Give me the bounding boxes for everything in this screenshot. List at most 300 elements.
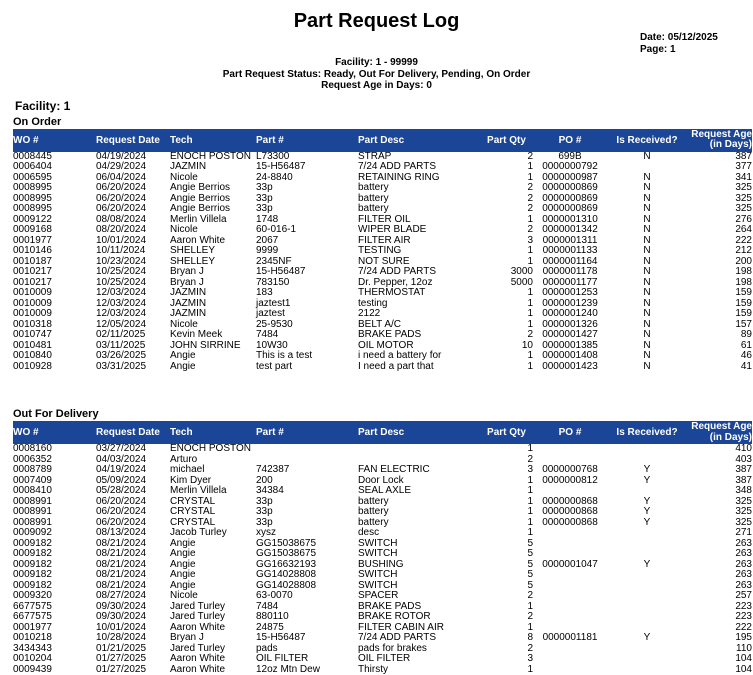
table-cell: 0008445 [13, 152, 96, 163]
table-cell: 10/25/2024 [96, 267, 170, 278]
table-cell: N [607, 204, 687, 215]
table-cell: Aaron White [170, 236, 256, 247]
table-cell: battery [358, 194, 480, 205]
table-cell: 2 [480, 152, 533, 163]
table-row [13, 246, 752, 257]
table-cell: 0000000869 [533, 194, 607, 205]
table-cell: 34384 [256, 486, 358, 497]
table-cell: 01/27/2025 [96, 665, 170, 675]
table-cell: 0009182 [13, 539, 96, 550]
table-cell [533, 612, 607, 623]
table-cell: Angie Berrios [170, 194, 256, 205]
table-cell: 10/28/2024 [96, 633, 170, 644]
table-cell: 0008789 [13, 465, 96, 476]
page-title: Part Request Log [0, 10, 753, 33]
table-cell: GG16632193 [256, 560, 358, 571]
table-cell: 10W30 [256, 341, 358, 352]
table-cell: 0009168 [13, 225, 96, 236]
table-cell [533, 528, 607, 539]
report-parameters [0, 57, 753, 92]
table-header-row [13, 129, 752, 152]
table-cell: NOT SURE [358, 257, 480, 268]
table-cell: 0009122 [13, 215, 96, 226]
table-cell: 10/11/2024 [96, 246, 170, 257]
table-cell: 10/25/2024 [96, 278, 170, 289]
table-cell: 5 [480, 581, 533, 592]
table-cell: 15-H56487 [256, 267, 358, 278]
table-cell [607, 591, 687, 602]
column-header: Request Age (in Days) [687, 129, 752, 152]
table-cell: 08/21/2024 [96, 581, 170, 592]
table-cell: N [607, 152, 687, 163]
table-cell [533, 444, 607, 455]
table-cell: 1 [480, 309, 533, 320]
table-cell: OIL MOTOR [358, 341, 480, 352]
table-cell: SWITCH [358, 539, 480, 550]
table-cell: N [607, 215, 687, 226]
column-header: Request Age (in Days) [687, 421, 752, 444]
table-cell: 1 [480, 528, 533, 539]
table-cell: jaztest1 [256, 299, 358, 310]
table-row [13, 183, 752, 194]
table-cell: 198 [687, 278, 752, 289]
table-cell: 0000001178 [533, 267, 607, 278]
table-cell: 24-8840 [256, 173, 358, 184]
table-cell: 08/20/2024 [96, 225, 170, 236]
table-cell: 5 [480, 560, 533, 571]
table-cell: SHELLEY [170, 257, 256, 268]
table-cell: 10/23/2024 [96, 257, 170, 268]
table-cell: GG14028808 [256, 570, 358, 581]
report-meta [640, 32, 718, 55]
table-cell: 3 [480, 236, 533, 247]
table-cell: i need a battery for [358, 351, 480, 362]
table-cell: N [607, 267, 687, 278]
table-cell: 0000000987 [533, 173, 607, 184]
table-cell: 0010928 [13, 362, 96, 373]
table-cell: Kevin Meek [170, 330, 256, 341]
table-cell: 0010217 [13, 267, 96, 278]
table-cell: 33p [256, 194, 358, 205]
table-cell: 0000000792 [533, 162, 607, 173]
table-cell: 03/11/2025 [96, 341, 170, 352]
table-cell: pads [256, 644, 358, 655]
table-cell: 0008160 [13, 444, 96, 455]
table-cell: Angie [170, 570, 256, 581]
table-cell [533, 581, 607, 592]
table-cell: 0000001423 [533, 362, 607, 373]
table-cell: 263 [687, 581, 752, 592]
table-cell: BRAKE PADS [358, 602, 480, 613]
table-cell: 0006595 [13, 173, 96, 184]
table-cell: 0000001181 [533, 633, 607, 644]
table-cell: 7484 [256, 602, 358, 613]
table-cell: 08/21/2024 [96, 560, 170, 571]
table-cell: 263 [687, 539, 752, 550]
table-cell: Y [607, 497, 687, 508]
table-row [13, 665, 752, 675]
table-cell: 12oz Mtn Dew [256, 665, 358, 675]
table-cell: 46 [687, 351, 752, 362]
table-cell [533, 486, 607, 497]
table-cell: jaztest [256, 309, 358, 320]
table-cell: 1 [480, 602, 533, 613]
table-cell: N [607, 288, 687, 299]
table-cell: 24875 [256, 623, 358, 634]
table-cell: 0009182 [13, 549, 96, 560]
table-cell: 0000000868 [533, 497, 607, 508]
table-cell: Y [607, 465, 687, 476]
table-cell [533, 570, 607, 581]
table-cell: 41 [687, 362, 752, 373]
section-title-out-for-delivery: Out For Delivery [13, 408, 753, 421]
table-cell: 15-H56487 [256, 633, 358, 644]
table-cell: 195 [687, 633, 752, 644]
table-cell: 3 [480, 654, 533, 665]
table-cell: 60-016-1 [256, 225, 358, 236]
table-cell: 783150 [256, 278, 358, 289]
table-cell: 1748 [256, 215, 358, 226]
table-cell: 159 [687, 309, 752, 320]
table-cell: 377 [687, 162, 752, 173]
table-cell: Angie [170, 539, 256, 550]
table-cell: 33p [256, 507, 358, 518]
table-cell: testing [358, 299, 480, 310]
table-cell: 0000001253 [533, 288, 607, 299]
table-cell: Aaron White [170, 665, 256, 675]
table-cell: L73300 [256, 152, 358, 163]
table-cell: 10/01/2024 [96, 236, 170, 247]
table-cell: 0009182 [13, 570, 96, 581]
table-cell: 1 [480, 351, 533, 362]
table-cell: ENOCH POSTON [170, 444, 256, 455]
table-cell: JAZMIN [170, 288, 256, 299]
table-cell: 0000001408 [533, 351, 607, 362]
column-header: Is Received? [607, 421, 687, 444]
table-cell: 387 [687, 465, 752, 476]
table-row [13, 654, 752, 665]
table-cell: 1 [480, 507, 533, 518]
table-cell: 263 [687, 560, 752, 571]
table-cell: 159 [687, 299, 752, 310]
table-cell: Bryan J [170, 633, 256, 644]
table-cell: 63-0070 [256, 591, 358, 602]
table-cell: 2 [480, 204, 533, 215]
table-cell: battery [358, 518, 480, 529]
out-for-delivery-section [13, 408, 753, 675]
table-cell [607, 612, 687, 623]
table-cell: Angie [170, 351, 256, 362]
table-row [13, 549, 752, 560]
table-cell: N [607, 246, 687, 257]
table-cell: 0000001427 [533, 330, 607, 341]
table-cell: 9999 [256, 246, 358, 257]
table-cell: 01/21/2025 [96, 644, 170, 655]
table-cell: 1 [480, 162, 533, 173]
request-age-parameter: Request Age in Days: 0 [0, 80, 753, 92]
table-cell: SEAL AXLE [358, 486, 480, 497]
table-cell [533, 654, 607, 665]
table-cell: 0001977 [13, 236, 96, 247]
table-cell: 12/03/2024 [96, 309, 170, 320]
table-cell: Angie Berrios [170, 183, 256, 194]
table-cell: OIL FILTER [358, 654, 480, 665]
table-cell: 5 [480, 570, 533, 581]
table-cell: 03/31/2025 [96, 362, 170, 373]
table-cell: GG15038675 [256, 549, 358, 560]
table-cell: This is a test [256, 351, 358, 362]
table-cell: 2 [480, 591, 533, 602]
table-cell: 8 [480, 633, 533, 644]
table-cell [607, 539, 687, 550]
table-cell: Y [607, 518, 687, 529]
table-cell: RETAINING RING [358, 173, 480, 184]
table-cell: 0000001239 [533, 299, 607, 310]
table-cell: N [607, 299, 687, 310]
table-row [13, 633, 752, 644]
table-cell: 61 [687, 341, 752, 352]
table-cell [607, 654, 687, 665]
table-cell: 0000000869 [533, 204, 607, 215]
table-cell: battery [358, 204, 480, 215]
facility-heading: Facility: 1 [15, 99, 753, 113]
table-cell: 0000000868 [533, 518, 607, 529]
table-cell: 06/20/2024 [96, 518, 170, 529]
table-cell: 0009320 [13, 591, 96, 602]
table-cell: N [607, 173, 687, 184]
table-cell: 1 [480, 476, 533, 487]
table-cell: 0000001240 [533, 309, 607, 320]
report-page-number: Page: 1 [640, 44, 718, 56]
table-cell: Merlin Villela [170, 486, 256, 497]
table-cell: 3 [480, 465, 533, 476]
table-cell: 0000001326 [533, 320, 607, 331]
table-cell: SWITCH [358, 581, 480, 592]
table-cell: 0010009 [13, 309, 96, 320]
table-cell: 0008410 [13, 486, 96, 497]
table-cell [533, 602, 607, 613]
table-cell: 341 [687, 173, 752, 184]
table-cell: JAZMIN [170, 299, 256, 310]
column-header: Is Received? [607, 129, 687, 152]
table-cell: 157 [687, 320, 752, 331]
table-cell [607, 570, 687, 581]
table-cell: test part [256, 362, 358, 373]
table-cell [607, 162, 687, 173]
table-cell: 325 [687, 183, 752, 194]
table-cell: FILTER CABIN AIR [358, 623, 480, 634]
table-row [13, 528, 752, 539]
table-cell: 0006404 [13, 162, 96, 173]
column-header: Request Date [96, 421, 170, 444]
table-cell: SPACER [358, 591, 480, 602]
table-cell: 10/01/2024 [96, 623, 170, 634]
column-header: PO # [533, 129, 607, 152]
table-cell: 7/24 ADD PARTS [358, 633, 480, 644]
table-cell: 0010217 [13, 278, 96, 289]
table-cell: 1 [480, 518, 533, 529]
table-cell: 25-9530 [256, 320, 358, 331]
table-cell: Door Lock [358, 476, 480, 487]
table-row [13, 309, 752, 320]
table-cell: FILTER OIL [358, 215, 480, 226]
table-cell: CRYSTAL [170, 518, 256, 529]
table-cell: 04/19/2024 [96, 152, 170, 163]
column-header: Part Qty [480, 129, 533, 152]
table-cell: 05/28/2024 [96, 486, 170, 497]
table-cell: 06/20/2024 [96, 204, 170, 215]
table-cell: 403 [687, 455, 752, 466]
table-cell: 263 [687, 570, 752, 581]
table-cell: 06/20/2024 [96, 497, 170, 508]
table-cell: 0008991 [13, 497, 96, 508]
table-cell: 1 [480, 665, 533, 675]
table-cell: JOHN SIRRINE [170, 341, 256, 352]
table-cell: N [607, 183, 687, 194]
table-cell: 222 [687, 236, 752, 247]
table-cell: Merlin Villela [170, 215, 256, 226]
table-cell: 2345NF [256, 257, 358, 268]
table-row [13, 267, 752, 278]
table-cell: 742387 [256, 465, 358, 476]
table-cell: 2 [480, 194, 533, 205]
table-cell: Angie Berrios [170, 204, 256, 215]
table-cell: 5000 [480, 278, 533, 289]
table-cell [533, 644, 607, 655]
table-cell: 7484 [256, 330, 358, 341]
table-cell: 2 [480, 644, 533, 655]
table-cell: 1 [480, 623, 533, 634]
table-cell: SWITCH [358, 570, 480, 581]
table-cell: 02/11/2025 [96, 330, 170, 341]
table-cell: 263 [687, 549, 752, 560]
table-cell: Nicole [170, 225, 256, 236]
table-cell: 387 [687, 152, 752, 163]
table-cell: 33p [256, 497, 358, 508]
table-cell: 0000000812 [533, 476, 607, 487]
table-cell: 1 [480, 320, 533, 331]
table-cell: 0010204 [13, 654, 96, 665]
table-cell: 0001977 [13, 623, 96, 634]
table-cell: 2 [480, 225, 533, 236]
table-cell: BRAKE ROTOR [358, 612, 480, 623]
table-cell: 159 [687, 288, 752, 299]
table-cell: TESTING [358, 246, 480, 257]
table-cell: 0000001164 [533, 257, 607, 268]
table-cell: 5 [480, 539, 533, 550]
table-cell: N [607, 362, 687, 373]
table-cell: 325 [687, 194, 752, 205]
on-order-section [13, 116, 753, 373]
table-cell: 880110 [256, 612, 358, 623]
table-cell: 7/24 ADD PARTS [358, 162, 480, 173]
table-cell: 5 [480, 549, 533, 560]
table-row [13, 362, 752, 373]
table-cell: 08/21/2024 [96, 570, 170, 581]
column-header: WO # [13, 421, 96, 444]
table-cell: 0000000868 [533, 507, 607, 518]
table-cell: 0010187 [13, 257, 96, 268]
table-cell: 3000 [480, 267, 533, 278]
table-cell: 276 [687, 215, 752, 226]
table-cell: SWITCH [358, 549, 480, 560]
column-header: Part # [256, 129, 358, 152]
table-cell: 0008991 [13, 518, 96, 529]
table-row [13, 465, 752, 476]
table-cell: Y [607, 633, 687, 644]
table-cell: Jared Turley [170, 612, 256, 623]
table-cell: 0008991 [13, 507, 96, 518]
table-cell: 33p [256, 204, 358, 215]
table-cell: 0008995 [13, 204, 96, 215]
status-parameter: Part Request Status: Ready, Out For Delivery, Pending, On Order [0, 69, 753, 81]
table-cell: 0010481 [13, 341, 96, 352]
facility-parameter: Facility: 1 - 99999 [0, 57, 753, 69]
table-cell: 0010840 [13, 351, 96, 362]
table-cell: N [607, 341, 687, 352]
table-cell: 0000001385 [533, 341, 607, 352]
table-cell: 0010747 [13, 330, 96, 341]
table-cell: 08/21/2024 [96, 549, 170, 560]
table-cell: 104 [687, 665, 752, 675]
table-cell: 1 [480, 257, 533, 268]
table-cell: Aaron White [170, 623, 256, 634]
column-header: Part Desc [358, 129, 480, 152]
table-cell: 0010318 [13, 320, 96, 331]
report-page [0, 10, 753, 673]
table-row [13, 225, 752, 236]
table-cell: 325 [687, 507, 752, 518]
table-cell: 0008995 [13, 183, 96, 194]
table-cell: 0000000869 [533, 183, 607, 194]
table-row [13, 570, 752, 581]
table-cell: xysz [256, 528, 358, 539]
table-cell: 1 [480, 497, 533, 508]
table-cell: GG14028808 [256, 581, 358, 592]
table-cell [607, 644, 687, 655]
column-header: Tech [170, 129, 256, 152]
table-cell: 104 [687, 654, 752, 665]
table-cell [358, 444, 480, 455]
table-cell: 12/03/2024 [96, 299, 170, 310]
table-cell: 387 [687, 476, 752, 487]
table-cell: 6677575 [13, 602, 96, 613]
table-cell: 1 [480, 444, 533, 455]
table-cell: 6677575 [13, 612, 96, 623]
table-cell: 200 [687, 257, 752, 268]
table-cell: 0010009 [13, 288, 96, 299]
table-cell: Y [607, 560, 687, 571]
table-cell: 222 [687, 623, 752, 634]
table-cell: 33p [256, 183, 358, 194]
table-cell: 212 [687, 246, 752, 257]
table-cell: OIL FILTER [256, 654, 358, 665]
table-cell: 7/24 ADD PARTS [358, 267, 480, 278]
table-cell: Jared Turley [170, 602, 256, 613]
table-cell: Kim Dyer [170, 476, 256, 487]
table-cell: 09/30/2024 [96, 602, 170, 613]
table-cell: 06/20/2024 [96, 194, 170, 205]
table-cell: 2 [480, 455, 533, 466]
table-cell: 04/03/2024 [96, 455, 170, 466]
table-cell: THERMOSTAT [358, 288, 480, 299]
table-cell: Nicole [170, 173, 256, 184]
table-cell: 699B [533, 152, 607, 163]
table-row [13, 612, 752, 623]
table-cell: 12/03/2024 [96, 288, 170, 299]
table-cell: 0008995 [13, 194, 96, 205]
table-cell [533, 549, 607, 560]
